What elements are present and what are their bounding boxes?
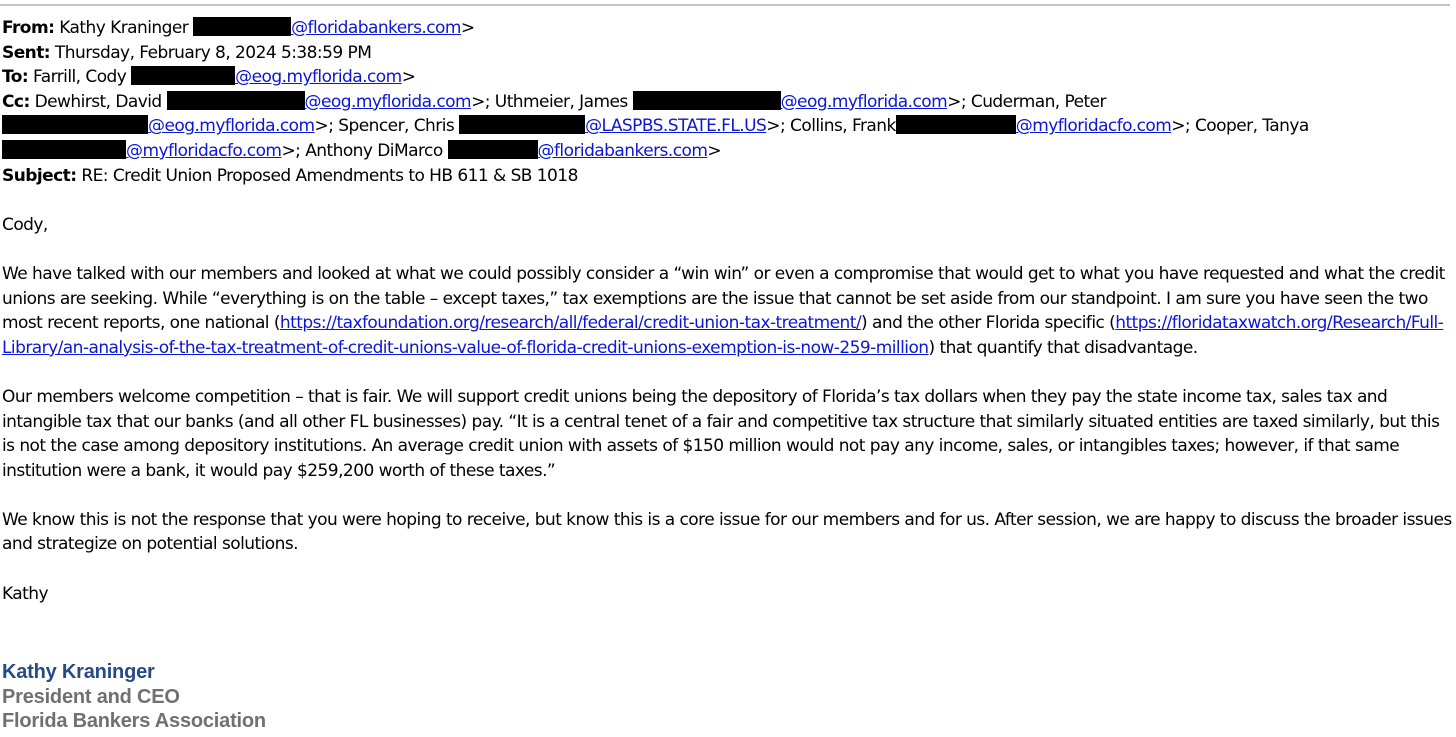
taxfoundation-link[interactable]: https://taxfoundation.org/research/all/federal/credit-union-tax-treatment/ [279, 313, 862, 334]
from-name: Kathy Kraninger [59, 18, 189, 38]
paragraph-text: We have talked with our members and looked at what we could possibly consider a “win win” or even a compromise that would get to what you have requested and what the credit unions are seeking. While “everything is on the table – except taxes,” tax exemptions are the issue that cannot be set aside from our standpoint. I am sure you have seen the two most recent reports, one national ( [2, 263, 1445, 334]
redaction-block [193, 17, 291, 36]
cc-email-link[interactable]: @floridabankers.com [537, 140, 708, 161]
cc-line-continued: @myfloridacfo.com>; Anthony DiMarco @floridabankers.com> [2, 139, 1452, 164]
signature-block [2, 660, 266, 734]
from-line: From: Kathy Kraninger @floridabankers.com> [2, 18, 475, 38]
from-label: From: [2, 18, 55, 38]
body-paragraph [2, 262, 1452, 360]
redaction-block [131, 66, 235, 85]
cc-line-continued: @eog.myflorida.com>; Spencer, Chris @LASPBS.STATE.FL.US>; Collins, Frank @myfloridacfo.com>; Cooper, Tanya [2, 114, 1452, 139]
cc-name: Uthmeier, James [494, 91, 628, 112]
redaction-block [448, 140, 538, 159]
cc-name: Dewhirst, David [34, 91, 162, 112]
from-email-link[interactable]: @floridabankers.com [291, 18, 461, 38]
subject-line [2, 164, 1452, 189]
cc-name: Anthony DiMarco [305, 140, 443, 161]
floridataxwatch-link[interactable]: https://floridataxwatch.org/Research/Full-Library/an-analysis-of-the-tax-treatment-of-credit-unions-value-of-florida-credit-unions-exemption-is-now-259-million [2, 313, 1444, 358]
to-line: To: Farrill, Cody @eog.myflorida.com> [2, 67, 416, 88]
redaction-block [459, 115, 585, 134]
signature-title: President and CEO [2, 685, 180, 708]
closing: Kathy [2, 583, 49, 604]
subject-value: RE: Credit Union Proposed Amendments to HB 611 & SB 1018 [81, 165, 578, 186]
greeting: Cody, [2, 214, 48, 235]
cc-label: Cc: [2, 91, 30, 112]
cc-email-link[interactable]: @LASPBS.STATE.FL.US [585, 116, 767, 137]
redaction-block [2, 140, 126, 159]
cc-name: Spencer, Chris [338, 116, 455, 137]
cc-email-link[interactable]: @eog.myflorida.com [780, 91, 948, 112]
signature-name: Kathy Kraninger [2, 661, 155, 683]
signature-organization: Florida Bankers Association [2, 710, 266, 733]
redaction-block [2, 115, 148, 134]
email-message [2, 16, 1452, 606]
cc-email-link[interactable]: @eog.myflorida.com [148, 116, 315, 137]
paragraph-text: ) and the other Florida specific ( [861, 313, 1116, 334]
redaction-block [633, 91, 781, 110]
sent-line [2, 41, 1452, 66]
cc-line: Cc: Dewhirst, David @eog.myflorida.com>; Uthmeier, James @eog.myflorida.com>; Cuderman, Peter [2, 91, 1106, 112]
cc-email-link[interactable]: @myfloridacfo.com [126, 140, 282, 161]
body-paragraph: Our members welcome competition – that is fair. We will support credit unions being the depository of Florida’s tax dollars when they pay the state income tax, sales tax and intangible tax that our banks (and all other FL businesses) pay. “It is a central tenet of a fair and competitive tax structure that similarly situated entities are taxed similarly, but this is not the case among depository institutions. An average credit union with assets of $150 million would not pay any income, sales, or intangibles taxes; however, if that same institution were a bank, it would pay $259,200 worth of these taxes.” [2, 386, 1440, 481]
sent-label: Sent: [2, 42, 51, 63]
cc-email-link[interactable]: @myfloridacfo.com [1015, 116, 1172, 137]
redaction-block [896, 115, 1016, 134]
cc-name: Cuderman, Peter [970, 91, 1106, 112]
body-paragraph: We know this is not the response that you were hoping to receive, but know this is a core issue for our members and for us. After session, we are happy to discuss the broader issues and strategize on potential solutions. [2, 509, 1452, 555]
to-email-link[interactable]: @eog.myflorida.com [235, 67, 402, 88]
cc-name: Collins, Frank [790, 116, 896, 137]
redaction-block [167, 91, 305, 110]
sent-value: Thursday, February 8, 2024 5:38:59 PM [54, 42, 372, 63]
to-label: To: [2, 67, 29, 88]
paragraph-text: ) that quantify that disadvantage. [928, 337, 1198, 358]
cc-email-link[interactable]: @eog.myflorida.com [304, 91, 472, 112]
top-divider [0, 4, 1450, 6]
to-name: Farrill, Cody [33, 67, 127, 88]
cc-name: Cooper, Tanya [1194, 116, 1309, 137]
subject-label: Subject: [2, 165, 77, 186]
